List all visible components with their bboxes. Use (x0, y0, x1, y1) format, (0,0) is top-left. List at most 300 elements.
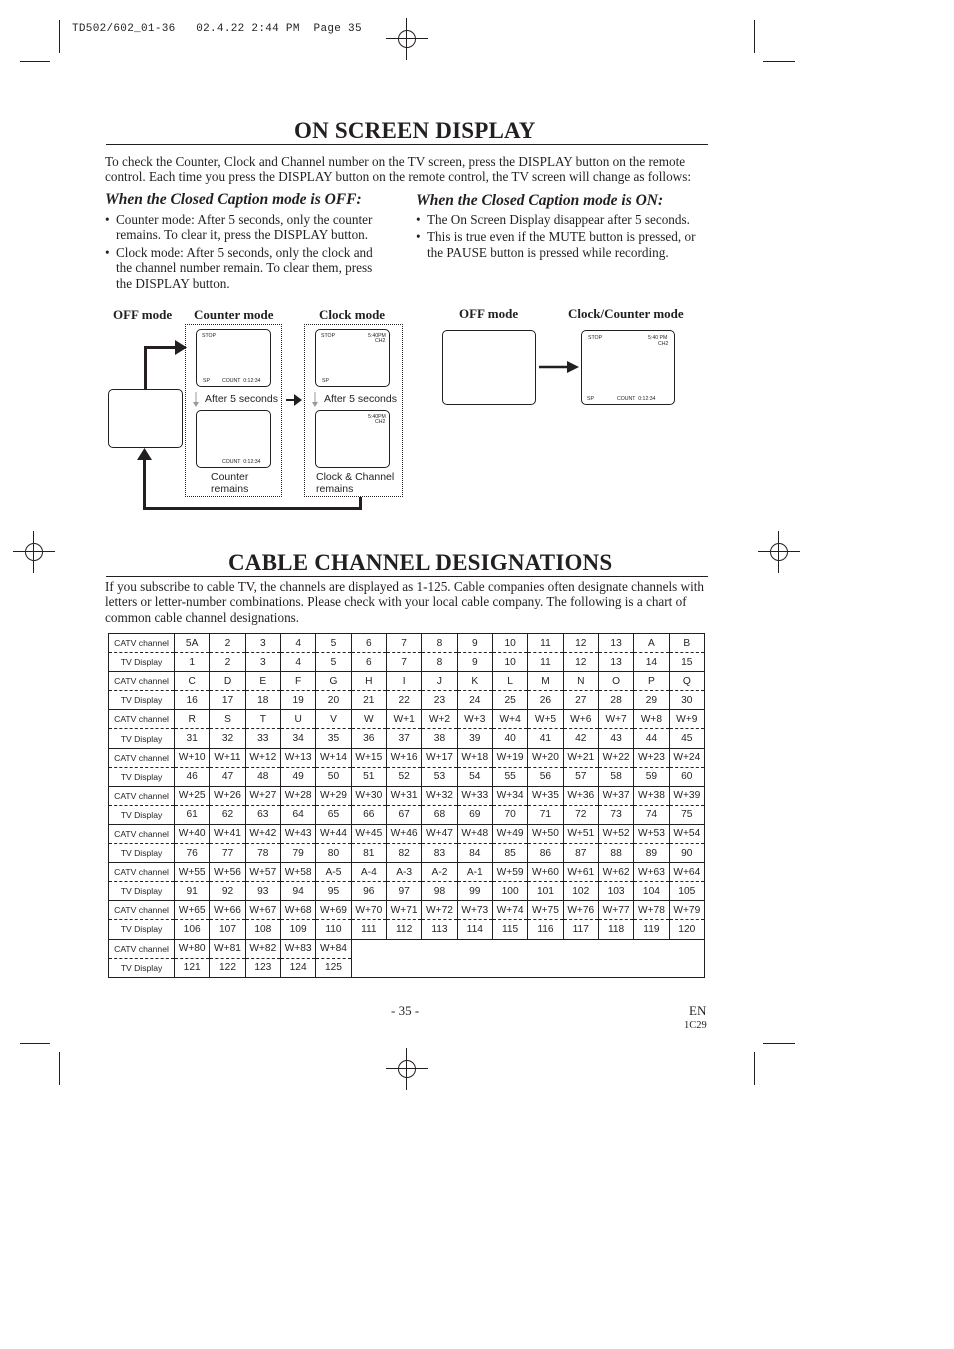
catv-channel-row (109, 824, 705, 843)
catv-cell: W+34 (492, 786, 527, 805)
tv-display-cell: 122 (210, 958, 245, 977)
catv-cell: W+21 (563, 748, 598, 767)
tv-row-label: TV Display (109, 958, 175, 977)
tv-display-cell: 89 (634, 844, 669, 863)
catv-cell: W+72 (422, 901, 457, 920)
catv-cell: K (457, 672, 492, 691)
catv-cell: 5 (316, 634, 351, 653)
catv-cell: W+39 (669, 786, 704, 805)
catv-cell: W+11 (210, 748, 245, 767)
printer-slug: TD502/602_01-36 02.4.22 2:44 PM Page 35 (72, 23, 362, 35)
cc-off-heading: When the Closed Caption mode is OFF: (105, 191, 362, 208)
catv-cell: S (210, 710, 245, 729)
tv-display-cell: 101 (528, 882, 563, 901)
catv-cell: W+47 (422, 824, 457, 843)
catv-cell: M (528, 672, 563, 691)
catv-channel-row (109, 939, 705, 958)
after-5-seconds: After 5 seconds (205, 393, 278, 405)
tv-display-cell: 54 (457, 767, 492, 786)
catv-cell: W+24 (669, 748, 704, 767)
catv-cell: W+50 (528, 824, 563, 843)
tv-display-cell: 103 (598, 882, 633, 901)
crop-mark (763, 61, 795, 62)
catv-row-label: CATV channel (109, 786, 175, 805)
tv-display-cell: 60 (669, 767, 704, 786)
loop-arrow-line (143, 507, 362, 510)
cc-off-item: • Counter mode: After 5 seconds, only the counter remains. To clear it, press the DISPLAY button. (105, 212, 388, 243)
catv-cell: 6 (351, 634, 386, 653)
tv-display-cell: 107 (210, 920, 245, 939)
tv-display-cell: 20 (316, 691, 351, 710)
catv-cell: W+48 (457, 824, 492, 843)
catv-cell: W+52 (598, 824, 633, 843)
tv-display-cell: 71 (528, 805, 563, 824)
catv-cell: W+44 (316, 824, 351, 843)
tv-display-cell: 87 (563, 844, 598, 863)
tv-display-cell: 115 (492, 920, 527, 939)
cc-on-item: • The On Screen Display disappear after 5 seconds. (416, 212, 711, 227)
tv-display-cell: 68 (422, 805, 457, 824)
tv-display-cell: 59 (634, 767, 669, 786)
crop-mark (59, 1052, 60, 1085)
catv-cell: W+12 (245, 748, 280, 767)
tv-display-cell: 10 (492, 653, 527, 672)
cc-on-heading: When the Closed Caption mode is ON: (416, 192, 664, 209)
catv-cell: A-3 (386, 863, 421, 882)
tv-display-cell: 78 (245, 844, 280, 863)
tv-display-cell: 84 (457, 844, 492, 863)
catv-cell: D (210, 672, 245, 691)
tv-display-cell: 69 (457, 805, 492, 824)
tv-display-cell: 119 (634, 920, 669, 939)
off-mode-screen (108, 389, 183, 448)
screen-time: 5:40PM (368, 333, 386, 339)
tv-display-cell: 37 (386, 729, 421, 748)
catv-cell: 4 (280, 634, 315, 653)
catv-cell: W+3 (457, 710, 492, 729)
tv-display-cell: 30 (669, 691, 704, 710)
catv-row-label: CATV channel (109, 748, 175, 767)
screen-channel: CH2 (375, 419, 386, 425)
tv-display-row (109, 844, 705, 863)
tv-display-cell: 99 (457, 882, 492, 901)
tv-display-cell: 114 (457, 920, 492, 939)
clock-counter-screen (581, 330, 675, 405)
catv-cell: F (280, 672, 315, 691)
catv-cell: W+35 (528, 786, 563, 805)
catv-cell: E (245, 672, 280, 691)
catv-cell: P (634, 672, 669, 691)
catv-cell: W+71 (386, 901, 421, 920)
catv-cell: W+62 (598, 863, 633, 882)
catv-cell: B (669, 634, 704, 653)
tv-display-cell: 14 (634, 653, 669, 672)
tv-display-cell: 39 (457, 729, 492, 748)
catv-cell: H (351, 672, 386, 691)
catv-cell: A-1 (457, 863, 492, 882)
tv-display-cell: 96 (351, 882, 386, 901)
tv-display-cell: 62 (210, 805, 245, 824)
tv-display-cell: 65 (316, 805, 351, 824)
tv-display-cell: 45 (669, 729, 704, 748)
tv-display-row (109, 882, 705, 901)
catv-cell: W+53 (634, 824, 669, 843)
screen-count: COUNT 0:12:34 (617, 396, 656, 402)
tv-display-cell: 18 (245, 691, 280, 710)
tv-display-cell: 81 (351, 844, 386, 863)
catv-cell: A (634, 634, 669, 653)
catv-cell: O (598, 672, 633, 691)
tv-display-cell: 28 (598, 691, 633, 710)
tv-display-cell: 13 (598, 653, 633, 672)
catv-cell: W+57 (245, 863, 280, 882)
catv-cell: W+43 (280, 824, 315, 843)
tv-display-cell: 22 (386, 691, 421, 710)
screen-stop: STOP (321, 333, 336, 339)
tv-display-cell: 15 (669, 653, 704, 672)
tv-display-cell: 76 (175, 844, 210, 863)
page-number: - 35 - (391, 1003, 420, 1018)
clock-mode-label: Clock mode (319, 307, 386, 322)
catv-cell: W+60 (528, 863, 563, 882)
catv-cell: N (563, 672, 598, 691)
tv-display-cell: 23 (422, 691, 457, 710)
catv-cell: W+77 (598, 901, 633, 920)
catv-cell: I (386, 672, 421, 691)
screen-count: COUNT 0:12:34 (222, 459, 261, 465)
clock-screen (315, 329, 390, 387)
catv-cell: W+41 (210, 824, 245, 843)
counter-remains-caption: remains (211, 483, 249, 495)
screen-time: 5:40PM (368, 414, 386, 420)
tv-display-cell: 32 (210, 729, 245, 748)
tv-row-label: TV Display (109, 767, 175, 786)
tv-display-cell: 29 (634, 691, 669, 710)
tv-display-cell: 77 (210, 844, 245, 863)
catv-cell: W+14 (316, 748, 351, 767)
catv-channel-row (109, 786, 705, 805)
tv-display-cell: 106 (175, 920, 210, 939)
catv-cell: W+7 (598, 710, 633, 729)
tv-display-cell: 102 (563, 882, 598, 901)
tv-display-cell: 38 (422, 729, 457, 748)
tv-display-cell: 48 (245, 767, 280, 786)
catv-row-label: CATV channel (109, 901, 175, 920)
title-rule (106, 144, 708, 145)
clock-remains-caption: remains (316, 483, 354, 495)
catv-row-label: CATV channel (109, 863, 175, 882)
catv-cell: W+5 (528, 710, 563, 729)
catv-row-label: CATV channel (109, 710, 175, 729)
tv-display-cell: 90 (669, 844, 704, 863)
loop-arrow-line (144, 346, 177, 349)
tv-display-cell: 105 (669, 882, 704, 901)
catv-cell: W+61 (563, 863, 598, 882)
catv-cell: W+36 (563, 786, 598, 805)
tv-display-cell: 95 (316, 882, 351, 901)
empty-cell (351, 939, 704, 977)
screen-channel: CH2 (375, 338, 386, 344)
catv-cell: W+10 (175, 748, 210, 767)
catv-cell: W+69 (316, 901, 351, 920)
catv-cell: A-2 (422, 863, 457, 882)
catv-cell: W+40 (175, 824, 210, 843)
catv-cell: J (422, 672, 457, 691)
tv-display-cell: 98 (422, 882, 457, 901)
tv-display-cell: 117 (563, 920, 598, 939)
catv-cell: 5A (175, 634, 210, 653)
tv-display-cell: 11 (528, 653, 563, 672)
arrow-right-icon (539, 361, 579, 373)
off-mode-label: OFF mode (113, 307, 173, 322)
catv-channel-row (109, 748, 705, 767)
tv-display-cell: 121 (175, 958, 210, 977)
catv-cell: W+46 (386, 824, 421, 843)
catv-cell: L (492, 672, 527, 691)
tv-display-cell: 55 (492, 767, 527, 786)
tv-display-cell: 93 (245, 882, 280, 901)
tv-display-cell: 67 (386, 805, 421, 824)
catv-channel-row (109, 863, 705, 882)
tv-display-cell: 12 (563, 653, 598, 672)
catv-cell: 11 (528, 634, 563, 653)
catv-cell: W (351, 710, 386, 729)
tv-display-cell: 31 (175, 729, 210, 748)
tv-display-cell: 40 (492, 729, 527, 748)
catv-cell: T (245, 710, 280, 729)
cable-channel-table (108, 633, 705, 978)
catv-cell: W+78 (634, 901, 669, 920)
screen-sp: SP (322, 378, 329, 384)
registration-mark (19, 537, 49, 567)
tv-display-cell: 47 (210, 767, 245, 786)
catv-cell: W+2 (422, 710, 457, 729)
tv-display-cell: 1 (175, 653, 210, 672)
catv-cell: W+27 (245, 786, 280, 805)
catv-cell: W+4 (492, 710, 527, 729)
tv-display-cell: 123 (245, 958, 280, 977)
catv-channel-row (109, 672, 705, 691)
catv-cell: W+59 (492, 863, 527, 882)
tv-display-cell: 109 (280, 920, 315, 939)
crop-mark (59, 20, 60, 53)
catv-cell: W+75 (528, 901, 563, 920)
tv-display-cell: 80 (316, 844, 351, 863)
tv-display-row (109, 691, 705, 710)
crop-mark (20, 61, 50, 62)
tv-display-cell: 21 (351, 691, 386, 710)
tv-display-cell: 8 (422, 653, 457, 672)
tv-display-cell: 124 (280, 958, 315, 977)
screen-stop: STOP (202, 333, 217, 339)
tv-display-cell: 97 (386, 882, 421, 901)
tv-display-cell: 36 (351, 729, 386, 748)
tv-display-cell: 118 (598, 920, 633, 939)
tv-display-cell: 44 (634, 729, 669, 748)
tv-display-cell: 108 (245, 920, 280, 939)
title-rule (106, 576, 708, 577)
tv-display-cell: 63 (245, 805, 280, 824)
catv-cell: W+16 (386, 748, 421, 767)
catv-cell: W+58 (280, 863, 315, 882)
catv-cell: W+67 (245, 901, 280, 920)
catv-cell: W+70 (351, 901, 386, 920)
tv-display-cell: 6 (351, 653, 386, 672)
catv-cell: W+79 (669, 901, 704, 920)
cc-on-list (416, 212, 711, 262)
catv-cell: W+37 (598, 786, 633, 805)
catv-cell: W+74 (492, 901, 527, 920)
tv-display-row (109, 653, 705, 672)
registration-mark (764, 537, 794, 567)
tv-display-row (109, 767, 705, 786)
catv-cell: W+29 (316, 786, 351, 805)
tv-display-cell: 66 (351, 805, 386, 824)
tv-row-label: TV Display (109, 729, 175, 748)
tv-display-cell: 4 (280, 653, 315, 672)
arrow-down-icon (311, 392, 319, 408)
tv-display-cell: 56 (528, 767, 563, 786)
counter-screen (196, 329, 271, 387)
osd-title: ON SCREEN DISPLAY (294, 118, 536, 143)
catv-cell: W+42 (245, 824, 280, 843)
catv-cell: W+83 (280, 939, 315, 958)
tv-display-cell: 42 (563, 729, 598, 748)
tv-display-cell: 110 (316, 920, 351, 939)
loop-arrow-line (143, 458, 146, 510)
catv-cell: W+28 (280, 786, 315, 805)
cc-on-item: • This is true even if the MUTE button is pressed, or the PAUSE button is pressed while recording. (416, 229, 711, 260)
tv-row-label: TV Display (109, 920, 175, 939)
crop-mark (20, 1043, 50, 1044)
catv-cell: W+81 (210, 939, 245, 958)
tv-display-cell: 57 (563, 767, 598, 786)
catv-cell: 12 (563, 634, 598, 653)
catv-cell: W+38 (634, 786, 669, 805)
screen-time: 5:40 PM (648, 335, 668, 341)
arrow-down-icon (192, 392, 200, 408)
doc-code: 1C29 (684, 1020, 707, 1031)
tv-display-cell: 41 (528, 729, 563, 748)
tv-display-cell: 73 (598, 805, 633, 824)
catv-cell: G (316, 672, 351, 691)
tv-row-label: TV Display (109, 844, 175, 863)
catv-cell: W+31 (386, 786, 421, 805)
tv-display-cell: 43 (598, 729, 633, 748)
catv-cell: W+33 (457, 786, 492, 805)
catv-cell: W+80 (175, 939, 210, 958)
clock-counter-mode-label: Clock/Counter mode (568, 306, 684, 321)
catv-cell: W+22 (598, 748, 633, 767)
catv-cell: 8 (422, 634, 457, 653)
tv-display-cell: 7 (386, 653, 421, 672)
cable-intro: If you subscribe to cable TV, the channels are displayed as 1-125. Cable companies often designate channels with letters or letter-number combinations. Please check with your local cable company. The following is a chart of common cable channel designations. (105, 579, 704, 625)
tv-display-cell: 25 (492, 691, 527, 710)
catv-cell: W+23 (634, 748, 669, 767)
catv-cell: W+73 (457, 901, 492, 920)
catv-cell: A-4 (351, 863, 386, 882)
catv-cell: W+51 (563, 824, 598, 843)
tv-display-cell: 64 (280, 805, 315, 824)
tv-row-label: TV Display (109, 691, 175, 710)
catv-channel-row (109, 634, 705, 653)
after-5-seconds: After 5 seconds (324, 393, 397, 405)
tv-display-row (109, 729, 705, 748)
catv-cell: W+15 (351, 748, 386, 767)
crop-mark (763, 1043, 795, 1044)
catv-cell: W+76 (563, 901, 598, 920)
counter-mode-label: Counter mode (194, 307, 274, 322)
counter-remains-screen (196, 410, 271, 468)
tv-display-cell: 88 (598, 844, 633, 863)
cc-off-item: • Clock mode: After 5 seconds, only the clock and the channel number remain. To clear them, press the DISPLAY button. (105, 245, 388, 291)
catv-cell: W+20 (528, 748, 563, 767)
crop-mark (754, 1052, 755, 1085)
catv-cell: W+65 (175, 901, 210, 920)
catv-channel-row (109, 710, 705, 729)
catv-row-label: CATV channel (109, 939, 175, 958)
catv-cell: W+68 (280, 901, 315, 920)
screen-channel: CH2 (658, 341, 669, 347)
catv-cell: W+13 (280, 748, 315, 767)
tv-display-cell: 50 (316, 767, 351, 786)
tv-display-cell: 26 (528, 691, 563, 710)
registration-mark (392, 24, 422, 54)
tv-display-cell: 49 (280, 767, 315, 786)
tv-display-cell: 61 (175, 805, 210, 824)
tv-display-cell: 2 (210, 653, 245, 672)
tv-display-cell: 46 (175, 767, 210, 786)
clock-remains-caption: Clock & Channel (316, 471, 395, 483)
tv-display-cell: 112 (386, 920, 421, 939)
tv-display-cell: 24 (457, 691, 492, 710)
screen-count: COUNT 0:12:34 (222, 378, 261, 384)
tv-display-cell: 19 (280, 691, 315, 710)
language-code: EN (689, 1003, 707, 1018)
tv-display-cell: 92 (210, 882, 245, 901)
tv-display-cell: 27 (563, 691, 598, 710)
arrow-up-icon (137, 448, 152, 460)
catv-cell: W+45 (351, 824, 386, 843)
catv-cell: W+18 (457, 748, 492, 767)
loop-arrow-line (144, 346, 147, 389)
catv-cell: W+55 (175, 863, 210, 882)
tv-display-cell: 94 (280, 882, 315, 901)
tv-display-cell: 70 (492, 805, 527, 824)
catv-cell: W+6 (563, 710, 598, 729)
tv-display-cell: 100 (492, 882, 527, 901)
catv-cell: 2 (210, 634, 245, 653)
catv-cell: W+25 (175, 786, 210, 805)
catv-cell: W+63 (634, 863, 669, 882)
tv-display-cell: 3 (245, 653, 280, 672)
catv-cell: Q (669, 672, 704, 691)
crop-mark (754, 20, 755, 53)
osd-intro: To check the Counter, Clock and Channel number on the TV screen, press the DISPLAY button on the remote control. Each time you press the DISPLAY button on the remote control, the TV screen will change as follows: (105, 154, 691, 185)
tv-display-cell: 9 (457, 653, 492, 672)
catv-channel-row (109, 901, 705, 920)
cable-title: CABLE CHANNEL DESIGNATIONS (228, 550, 613, 575)
tv-display-cell: 91 (175, 882, 210, 901)
tv-display-cell: 34 (280, 729, 315, 748)
tv-display-cell: 52 (386, 767, 421, 786)
off-mode-label-2: OFF mode (459, 306, 519, 321)
loop-arrow-line (359, 497, 362, 510)
catv-cell: W+8 (634, 710, 669, 729)
catv-cell: C (175, 672, 210, 691)
catv-cell: W+26 (210, 786, 245, 805)
catv-cell: W+9 (669, 710, 704, 729)
